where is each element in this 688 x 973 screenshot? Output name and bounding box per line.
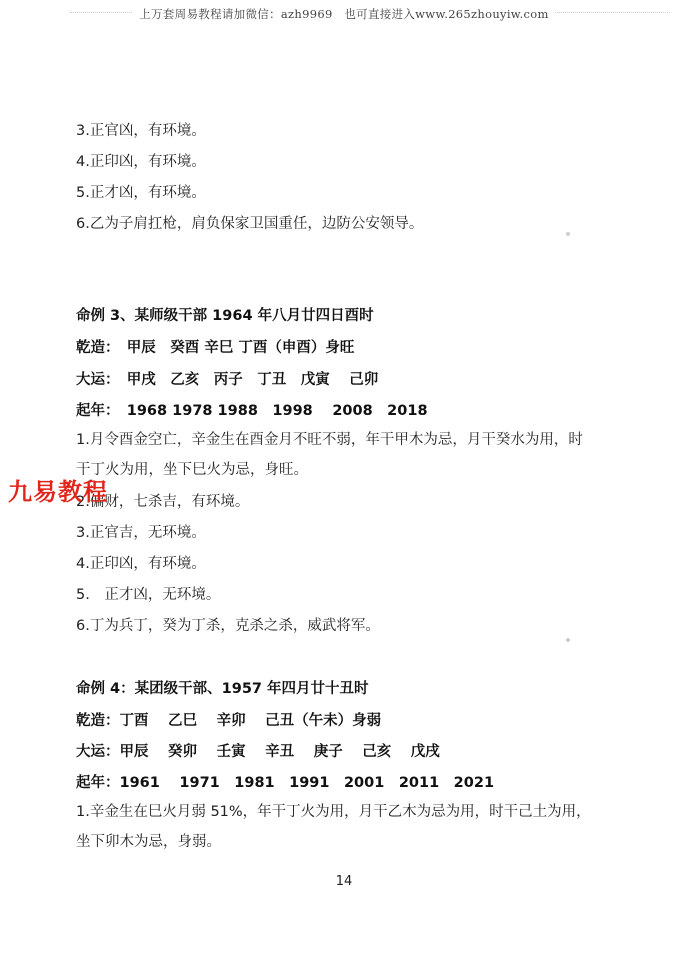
case3-analysis-6: 6.丁为兵丁，癸为丁杀，克杀之杀，威武将军。 — [76, 618, 380, 634]
case4-qinian: 起年：1961 1971 1981 1991 2001 2011 2021 — [76, 775, 495, 791]
case4-title: 命例 4：某团级干部、1957 年四月廿十丑时 — [76, 681, 369, 697]
header-text: 上万套周易教程请加微信：azh9969 也可直接进入www.265zhouyiw.com — [133, 7, 554, 21]
case3-analysis-5: 5. 正才凶，无环境。 — [76, 587, 221, 603]
case3-analysis-3: 3.正官吉，无环境。 — [76, 525, 206, 541]
case4-analysis-1: 1.辛金生在巳火月弱 51%，年干丁火为用，月干乙木为忌为用，时干己土为用，坐下卯木为忌，身弱。 — [76, 804, 591, 850]
case3-qinian: 起年： 1968 1978 1988 1998 2008 2018 — [76, 403, 428, 419]
scan-speck — [566, 232, 570, 236]
case3-analysis-2: 2.偏财，七杀吉，有环境。 — [76, 494, 250, 510]
section1-line-3: 3.正官凶，有环境。 — [76, 123, 206, 139]
case4-bazi: 乾造：丁酉 乙巳 辛卯 己丑（午未）身弱 — [76, 713, 382, 729]
case3-bazi: 乾造： 甲辰 癸酉 辛巳 丁酉（申酉）身旺 — [76, 340, 355, 356]
page-header — [0, 6, 688, 22]
section1-line-6: 6.乙为子肩扛枪，肩负保家卫国重任，边防公安领导。 — [76, 216, 424, 232]
case3-analysis-4: 4.正印凶，有环境。 — [76, 556, 206, 572]
section1-line-5: 5.正才凶，有环境。 — [76, 185, 206, 201]
case3-analysis-1: 1.月令酉金空亡，辛金生在酉金月不旺不弱，年干甲木为忌，月干癸水为用，时干丁火为用，坐下巳火为忌，身旺。 — [76, 432, 583, 478]
watermark-logo: 九易教程 — [8, 478, 108, 506]
case3-dayun: 大运： 甲戌 乙亥 丙子 丁丑 戊寅 己卯 — [76, 372, 379, 388]
section1-line-4: 4.正印凶，有环境。 — [76, 154, 206, 170]
case3-title: 命例 3、某师级干部 1964 年八月廿四日酉时 — [76, 308, 374, 324]
case4-dayun: 大运：甲辰 癸卯 壬寅 辛丑 庚子 己亥 戊戌 — [76, 744, 440, 760]
scan-speck — [566, 638, 570, 642]
page-number: 14 — [335, 874, 353, 889]
